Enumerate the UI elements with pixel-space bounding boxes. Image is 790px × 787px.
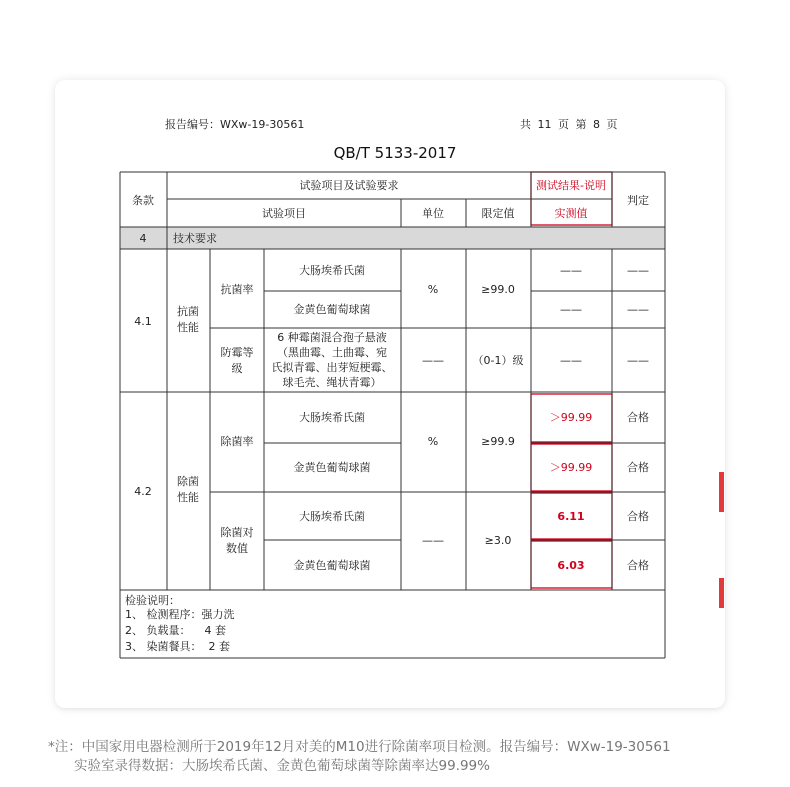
header-measured: 实测值 [554, 207, 588, 220]
measured-41-saureus: —— [560, 303, 582, 316]
judgement-42-saureus-rate: 合格 [627, 461, 649, 474]
judgement-42-ecoli-log: 合格 [627, 510, 649, 523]
limit-42-log: ≥3.0 [484, 534, 512, 547]
item-42-ecoli-rate: 大肠埃希氏菌 [299, 411, 365, 424]
removal-rate-label: 除菌率 [220, 435, 254, 448]
mildew-desc-line3: 氏拟青霉、出芽短梗霉、 [271, 361, 393, 374]
report-number: 报告编号：WXw-19-30561 [165, 118, 305, 131]
unit-41: % [427, 283, 439, 296]
measured-42-saureus-log: 6.03 [557, 559, 585, 572]
mildew-desc-line1: 6 种霉菌混合孢子悬液 [277, 331, 387, 344]
item-42-saureus-rate: 金黄色葡萄球菌 [293, 461, 371, 474]
judgement-42-ecoli-rate: 合格 [627, 411, 649, 424]
judgement-mildew: —— [627, 354, 649, 367]
notes-line3: 3、 染菌餐具： 2 套 [125, 640, 230, 653]
item-42-saureus-log: 金黄色葡萄球菌 [293, 559, 371, 572]
unit-42-log: —— [422, 534, 444, 547]
notes-line1: 1、 检测程序：强力洗 [125, 608, 235, 621]
footnote-line2: 实验室录得数据：大肠埃希氏菌、金黄色葡萄球菌等除菌率达99.99% [74, 758, 490, 774]
header-result-note: 测试结果-说明 [536, 179, 606, 192]
header-items-requirements: 试验项目及试验要求 [299, 179, 399, 192]
limit-mildew: （0-1）级 [472, 354, 524, 367]
category-41-line2: 性能 [177, 321, 199, 334]
measured-42-ecoli-rate: ＞99.99 [549, 411, 593, 424]
footnote-line1: *注：中国家用电器检测所于2019年12月对美的M10进行除菌率项目检测。报告编号：WXw-19-30561 [48, 739, 671, 755]
item-42-ecoli-log: 大肠埃希氏菌 [299, 510, 365, 523]
clause-4-2: 4.2 [134, 485, 152, 498]
category-42-line2: 性能 [177, 491, 199, 504]
notes-title: 检验说明： [125, 594, 180, 607]
standard-title: QB/T 5133-2017 [333, 144, 457, 162]
limit-42-rate: ≥99.9 [481, 435, 515, 448]
measured-42-ecoli-log: 6.11 [557, 510, 585, 523]
mildew-grade-line1: 防霉等 [220, 346, 254, 359]
category-42-line1: 除菌 [177, 475, 199, 488]
mildew-desc-line2: （黑曲霉、土曲霉、宛 [277, 346, 387, 359]
page-info: 共 11 页 第 8 页 [520, 118, 618, 131]
antibacterial-rate-label: 抗菌率 [220, 283, 254, 296]
unit-42-rate: % [427, 435, 439, 448]
header-clause: 条款 [132, 194, 154, 207]
unit-mildew: —— [422, 354, 444, 367]
mildew-grade-line2: 级 [231, 362, 243, 375]
removal-log-line1: 除菌对 [220, 526, 254, 539]
measured-mildew: —— [560, 354, 582, 367]
header-judgement: 判定 [627, 194, 649, 207]
header-limit: 限定值 [481, 207, 515, 220]
judgement-42-saureus-log: 合格 [627, 559, 649, 572]
item-41-ecoli: 大肠埃希氏菌 [299, 264, 365, 277]
measured-41-ecoli: —— [560, 264, 582, 277]
measured-42-saureus-rate: ＞99.99 [549, 461, 593, 474]
limit-41: ≥99.0 [481, 283, 515, 296]
mildew-desc-line4: 球毛壳、绳状青霉） [282, 376, 382, 389]
section-clause: 4 [139, 232, 147, 245]
header-item: 试验项目 [262, 207, 306, 220]
section-title: 技术要求 [173, 232, 217, 245]
removal-log-line2: 数值 [226, 542, 248, 555]
category-41-line1: 抗菌 [177, 305, 199, 318]
clause-4-1: 4.1 [134, 315, 152, 328]
item-41-saureus: 金黄色葡萄球菌 [293, 303, 371, 316]
judgement-41-ecoli: —— [627, 264, 649, 277]
judgement-41-saureus: —— [627, 303, 649, 316]
notes-line2: 2、 负载量： 4 套 [125, 624, 226, 637]
header-unit: 单位 [422, 207, 444, 220]
